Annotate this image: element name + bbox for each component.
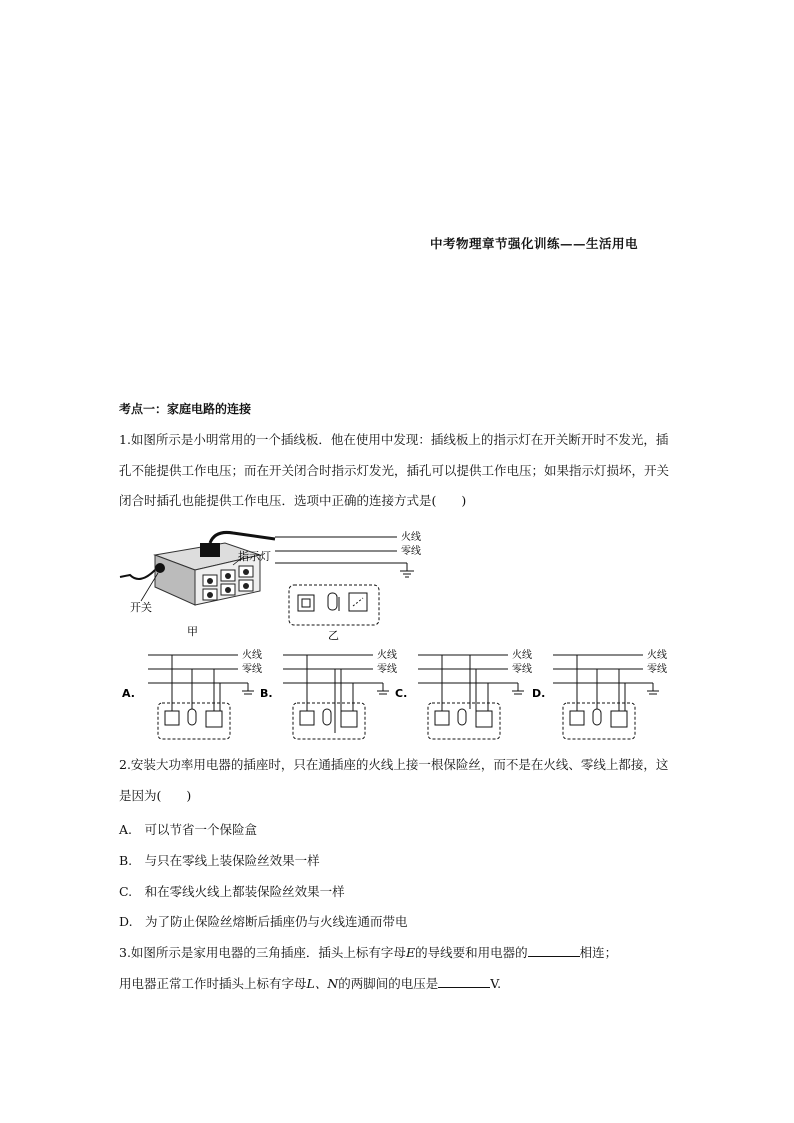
question-3-text [119,938,679,999]
option-c-label: C. [395,687,408,700]
label-neutral-d: 零线 [647,664,667,675]
q3-part2: 的导线要和用电器的 [415,945,528,960]
section-heading: 考点一：家庭电路的连接 [119,402,252,416]
q3-letter-e: E [405,945,416,960]
q2-option-a: A. 可以节省一个保险盒 [119,822,258,837]
label-neutral-a: 零线 [242,664,262,675]
circuit-option-b [283,655,389,739]
label-neutral-c: 零线 [512,664,532,675]
label-neutral-b: 零线 [377,664,397,675]
question-2-text: 2.安装大功率用电器的插座时，只在通插座的火线上接一根保险丝，而不是在火线、零线上都接，这是因为( ) [119,757,669,803]
q2-option-b: B. 与只在零线上装保险丝效果一样 [119,853,320,868]
label-indicator: 指示灯 [238,550,271,563]
label-jia: 甲 [187,625,198,638]
label-live-yi: 火线 [401,532,421,543]
figure-options-circuits [120,645,680,745]
page-title: 中考物理章节强化训练——生活用电 [430,236,639,251]
label-switch: 开关 [130,601,152,614]
q2-option-c: C. 和在零线火线上都装保险丝效果一样 [119,884,345,899]
option-d-label: D. [532,687,546,700]
q3-part3: 相连； [579,945,618,960]
q3-part4: 用电器正常工作时插头上标有字母 [119,975,307,991]
power-strip-image [120,532,275,605]
circuit-option-c [418,655,524,739]
label-live-d: 火线 [647,650,667,661]
label-live-c: 火线 [512,650,532,661]
option-a-label: A. [122,687,135,700]
q3-part1: 3.如图所示是家用电器的三角插座．插头上标有字母 [119,945,406,960]
figure-power-strip [115,525,435,645]
q3-part6: V. [490,975,502,991]
circuit-option-a [148,655,254,739]
q3-blank-1[interactable] [528,944,580,957]
label-live-b: 火线 [377,650,397,661]
label-live-a: 火线 [242,650,262,661]
q3-blank-2[interactable] [438,975,490,988]
circuit-option-d [553,655,659,739]
question-1-text: 1.如图所示是小明常用的一个插线板．他在使用中发现：插线板上的指示灯在开关断开时不发光，插孔不能提供工作电压；而在开关闭合时指示灯发光，插孔可以提供工作电压；如果指示灯损坏，开关闭合时插孔也能提供工作电压．选项中正确的连接方式是( ) [119,432,670,508]
q3-part5: 的两脚间的电压是 [338,975,439,991]
label-neutral-yi: 零线 [401,546,421,557]
q2-option-d: D. 为了防止保险丝熔断后插座仍与火线连通而带电 [119,914,408,929]
option-b-label: B. [260,687,273,700]
q3-letters-ln: L、N [306,975,339,991]
label-yi: 乙 [328,629,339,642]
